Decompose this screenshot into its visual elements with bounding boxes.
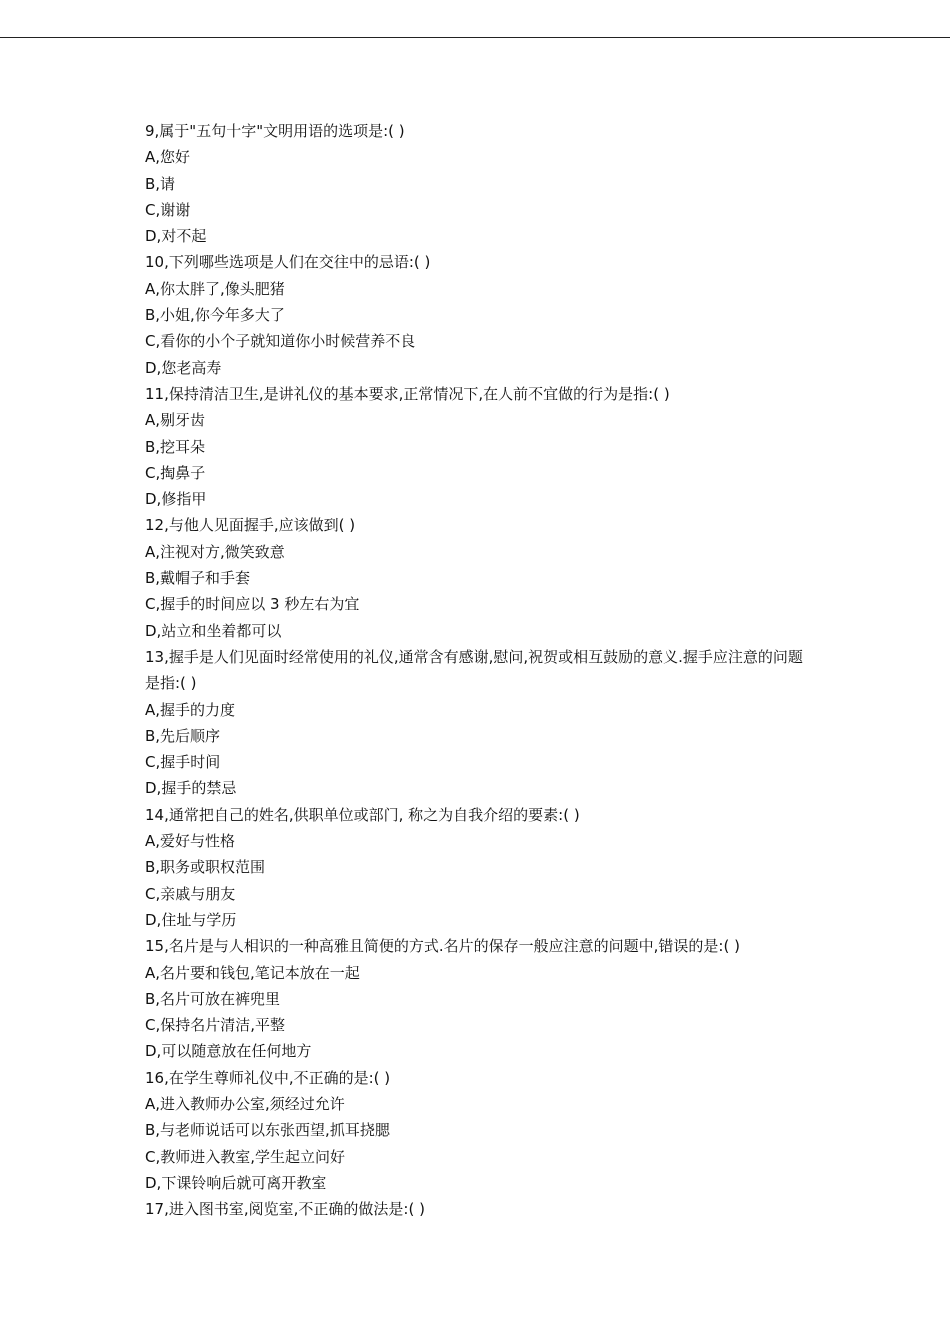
question-stem: 10,下列哪些选项是人们在交往中的忌语:( ): [145, 253, 431, 272]
option-d: D,您老高寿: [145, 358, 222, 377]
option-b: B,与老师说话可以东张西望,抓耳挠腮: [145, 1121, 390, 1140]
question-list: [145, 118, 815, 1222]
option-d: D,站立和坐着都可以: [145, 621, 282, 640]
question-stem: 13,握手是人们见面时经常使用的礼仪,通常含有感谢,慰问,祝贺或相互鼓励的意义.握手应注意的问题是指:( ): [145, 647, 803, 693]
question-stem: 17,进入图书室,阅览室,不正确的做法是:( ): [145, 1200, 425, 1219]
option-d: D,修指甲: [145, 490, 207, 509]
option-c: C,教师进入教室,学生起立问好: [145, 1147, 346, 1166]
option-b: B,戴帽子和手套: [145, 569, 251, 588]
question-stem: 15,名片是与人相识的一种高雅且简便的方式.名片的保存一般应注意的问题中,错误的是:( ): [145, 937, 740, 956]
option-d: D,可以随意放在任何地方: [145, 1042, 312, 1061]
question-stem: 11,保持清洁卫生,是讲礼仪的基本要求,正常情况下,在人前不宜做的行为是指:( ): [145, 384, 670, 403]
option-b: B,请: [145, 174, 176, 193]
option-b: B,先后顺序: [145, 726, 221, 745]
option-a: A,爱好与性格: [145, 832, 236, 851]
question-stem: 12,与他人见面握手,应该做到( ): [145, 516, 356, 535]
question-stem: 16,在学生尊师礼仪中,不正确的是:( ): [145, 1068, 391, 1087]
option-d: D,握手的禁忌: [145, 779, 237, 798]
option-c: C,握手的时间应以 3 秒左右为宜: [145, 595, 360, 614]
option-b: B,职务或职权范围: [145, 858, 266, 877]
option-c: C,谢谢: [145, 200, 191, 219]
option-b: B,名片可放在裤兜里: [145, 989, 281, 1008]
option-c: C,保持名片清洁,平整: [145, 1016, 286, 1035]
option-b: B,小姐,你今年多大了: [145, 306, 285, 325]
option-d: D,对不起: [145, 227, 207, 246]
option-b: B,挖耳朵: [145, 437, 206, 456]
option-a: A,剔牙齿: [145, 411, 206, 430]
option-c: C,亲戚与朋友: [145, 884, 236, 903]
option-d: D,下课铃响后就可离开教室: [145, 1173, 327, 1192]
option-c: C,看你的小个子就知道你小时候营养不良: [145, 332, 416, 351]
option-a: A,注视对方,微笑致意: [145, 542, 285, 561]
option-c: C,握手时间: [145, 753, 221, 772]
option-a: A,您好: [145, 148, 191, 167]
option-c: C,掏鼻子: [145, 463, 206, 482]
question-stem: 9,属于"五句十字"文明用语的选项是:( ): [145, 122, 405, 140]
option-d: D,住址与学历: [145, 910, 237, 929]
header-rule: [0, 37, 950, 38]
question-stem: 14,通常把自己的姓名,供职单位或部门, 称之为自我介绍的要素:( ): [145, 805, 580, 824]
option-a: A,名片要和钱包,笔记本放在一起: [145, 963, 360, 982]
option-a: A,进入教师办公室,须经过允许: [145, 1094, 345, 1113]
option-a: A,你太胖了,像头肥猪: [145, 279, 285, 298]
option-a: A,握手的力度: [145, 700, 236, 719]
